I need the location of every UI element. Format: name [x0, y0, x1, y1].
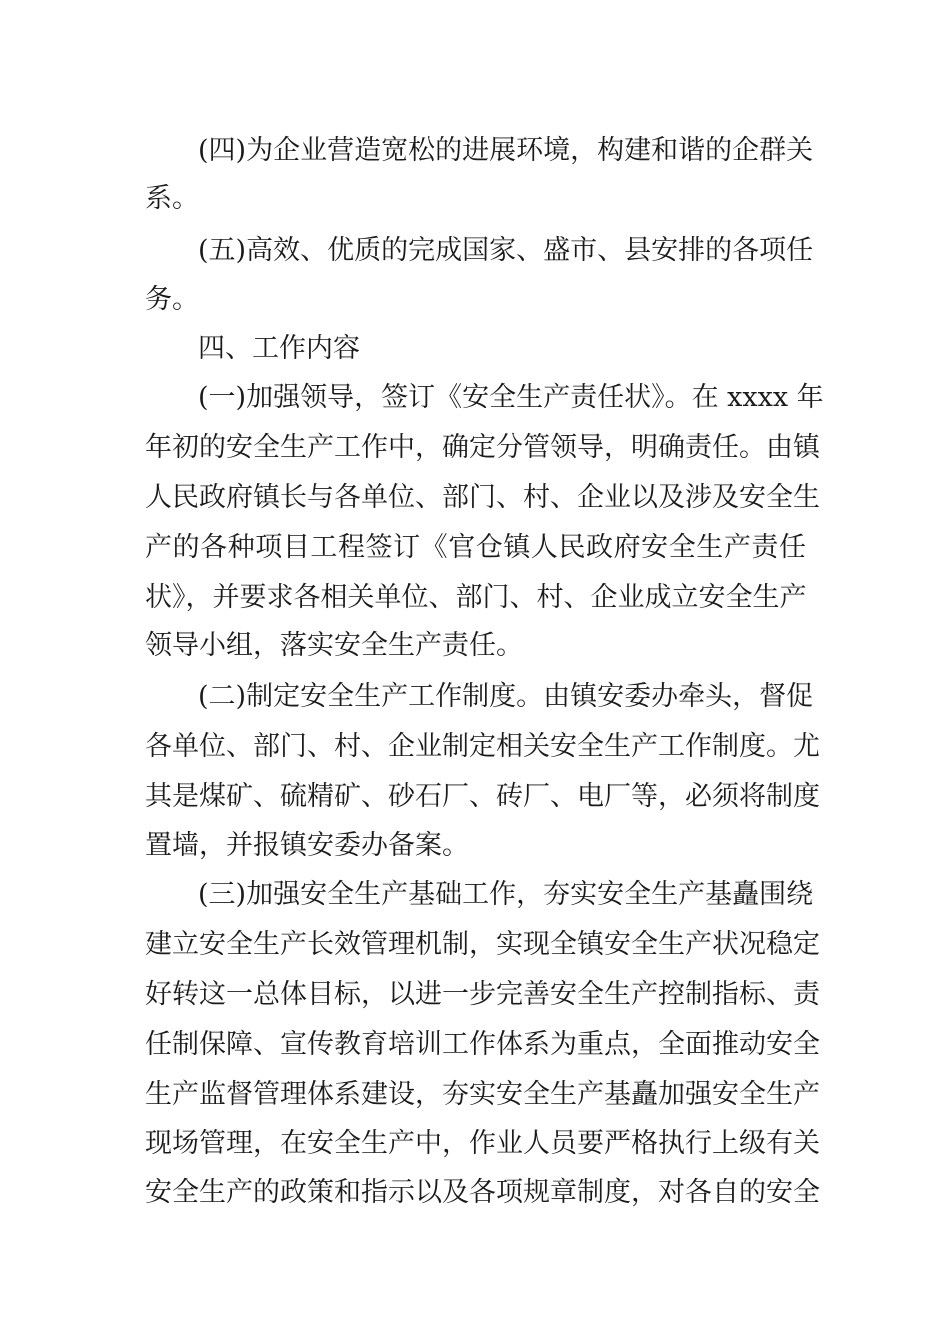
- item-3-line-6: 现场管理，在安全生产中，作业人员要严格执行上级有关: [145, 1128, 820, 1159]
- item-1-line-3: 人民政府镇长与各单位、部门、村、企业以及涉及安全生: [145, 482, 820, 513]
- paragraph-5-line-1: (五)高效、优质的完成国家、盛市、县安排的各项任: [198, 235, 814, 266]
- item-3-line-2: 建立安全生产长效管理机制，实现全镇安全生产状况稳定: [145, 929, 820, 960]
- item-2-line-3: 其是煤矿、硫精矿、砂石厂、砖厂、电厂等，必须将制度: [145, 781, 820, 812]
- item-3-line-1: (三)加强安全生产基础工作，夯实安全生产基矗围绕: [198, 879, 814, 910]
- item-3-line-7: 安全生产的政策和指示以及各项规章制度，对各自的安全: [145, 1177, 820, 1208]
- item-1-line-5: 状》，并要求各相关单位、部门、村、企业成立安全生产: [145, 582, 807, 613]
- item-2-line-2: 各单位、部门、村、企业制定相关安全生产工作制度。尤: [145, 731, 820, 762]
- paragraph-4-line-2: 系。: [145, 183, 199, 214]
- item-1-line-1: (一)加强领导，签订《安全生产责任状》。在 xxxx 年: [198, 382, 824, 413]
- item-1-line-4: 产的各种项目工程签订《官仓镇人民政府安全生产责任: [145, 532, 806, 563]
- item-2-line-1: (二)制定安全生产工作制度。由镇安委办牵头，督促: [198, 681, 814, 712]
- item-1-line-2: 年初的安全生产工作中，确定分管领导，明确责任。由镇: [145, 432, 820, 463]
- item-3-line-4: 任制保障、宣传教育培训工作体系为重点，全面推动安全: [145, 1029, 820, 1060]
- item-3-line-5: 生产监督管理体系建设，夯实安全生产基矗加强安全生产: [145, 1079, 820, 1110]
- paragraph-5-line-2: 务。: [145, 284, 199, 315]
- item-3-line-3: 好转这一总体目标，以进一步完善安全生产控制指标、责: [145, 979, 820, 1010]
- item-2-line-4: 置墙，并报镇安委办备案。: [145, 830, 469, 861]
- item-1-line-6: 领导小组，落实安全生产责任。: [145, 630, 523, 661]
- paragraph-4-line-1: (四)为企业营造宽松的进展环境，构建和谐的企群关: [198, 135, 814, 166]
- section-heading: 四、工作内容: [198, 333, 360, 364]
